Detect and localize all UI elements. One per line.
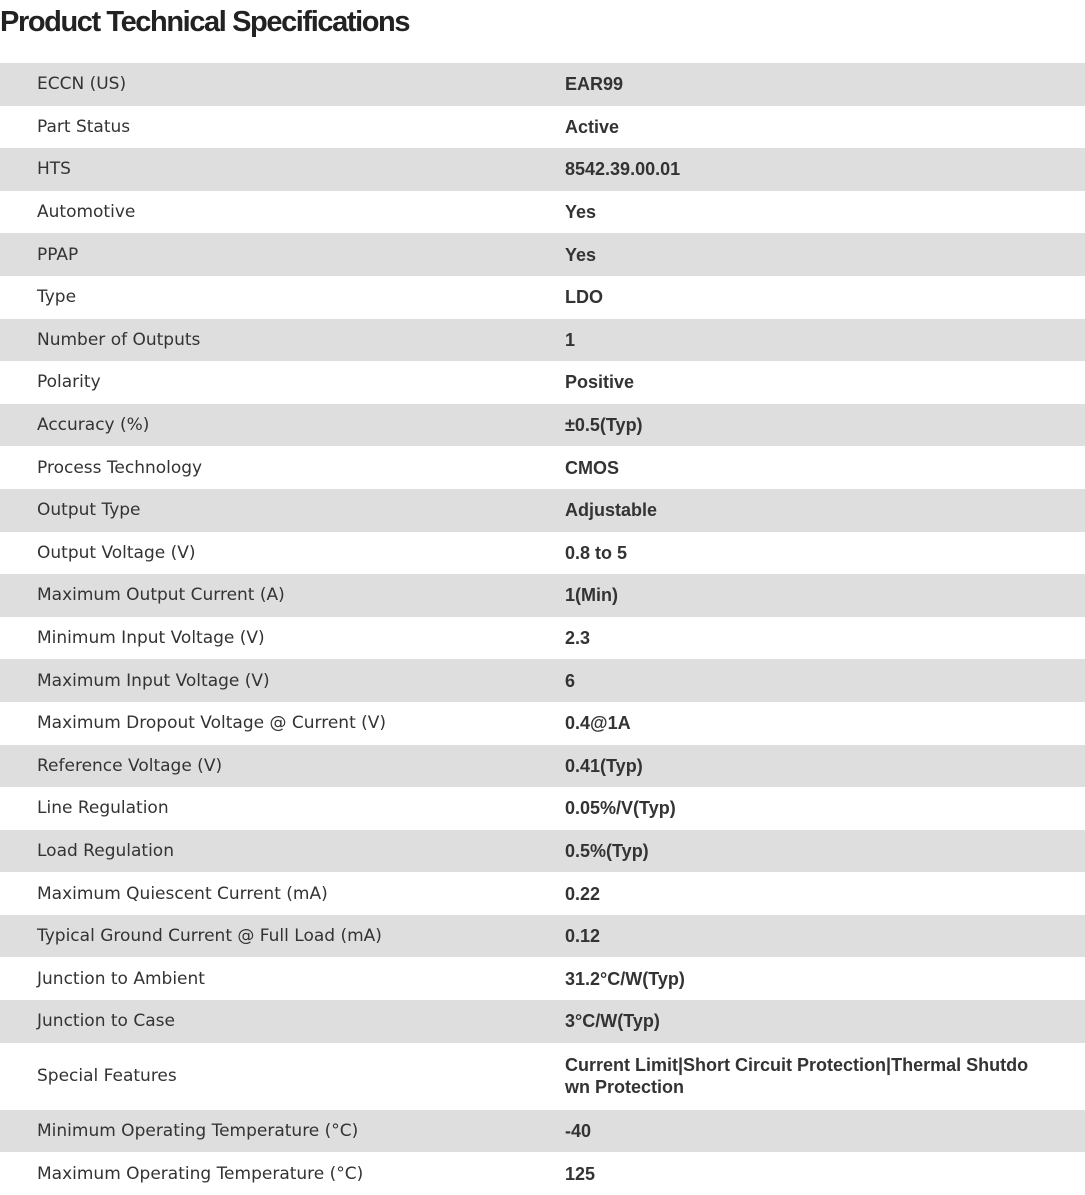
page-title: Product Technical Specifications bbox=[0, 6, 410, 38]
spec-row-max-quiescent-current bbox=[0, 872, 1085, 915]
spec-row-max-dropout-voltage bbox=[0, 702, 1085, 745]
spec-label: Number of Outputs bbox=[37, 329, 201, 350]
spec-row-typical-ground-current bbox=[0, 915, 1085, 958]
spec-value: Adjustable bbox=[565, 500, 658, 521]
spec-label: Junction to Case bbox=[37, 1011, 175, 1032]
spec-value: 1 bbox=[565, 329, 576, 350]
spec-label: HTS bbox=[37, 159, 71, 180]
spec-label: Maximum Quiescent Current (mA) bbox=[37, 883, 328, 904]
spec-row-polarity bbox=[0, 361, 1085, 404]
spec-label: Special Features bbox=[37, 1066, 177, 1087]
spec-value: 3°C/W(Typ) bbox=[565, 1011, 660, 1032]
spec-row-number-of-outputs bbox=[0, 319, 1085, 362]
spec-row-reference-voltage bbox=[0, 745, 1085, 788]
spec-value: 6 bbox=[565, 670, 576, 691]
spec-label: Junction to Ambient bbox=[37, 968, 205, 989]
spec-row-type bbox=[0, 276, 1085, 319]
spec-value: 0.4@1A bbox=[565, 713, 631, 734]
spec-row-part-status bbox=[0, 106, 1085, 149]
spec-label: Line Regulation bbox=[37, 798, 169, 819]
spec-row-eccn bbox=[0, 63, 1085, 106]
spec-label: Process Technology bbox=[37, 457, 203, 478]
spec-row-ppap bbox=[0, 233, 1085, 276]
spec-table bbox=[0, 63, 1085, 1195]
spec-row-output-type bbox=[0, 489, 1085, 532]
spec-value: Current Limit|Short Circuit Protection|Thermal Shutdown Protection bbox=[565, 1055, 1029, 1098]
spec-label: Minimum Input Voltage (V) bbox=[37, 628, 265, 649]
spec-value: Positive bbox=[565, 372, 635, 393]
spec-label: Load Regulation bbox=[37, 840, 174, 861]
spec-row-line-regulation bbox=[0, 787, 1085, 830]
spec-value: 0.41(Typ) bbox=[565, 755, 643, 776]
spec-row-junction-to-case bbox=[0, 1000, 1085, 1043]
spec-value: Yes bbox=[565, 244, 597, 265]
spec-label: ECCN (US) bbox=[37, 74, 127, 95]
spec-value: 125 bbox=[565, 1163, 596, 1184]
spec-label: Part Status bbox=[37, 116, 131, 137]
spec-label: Typical Ground Current @ Full Load (mA) bbox=[37, 926, 382, 947]
spec-label: Output Type bbox=[37, 500, 141, 521]
spec-value: -40 bbox=[565, 1120, 592, 1141]
spec-row-junction-to-ambient bbox=[0, 957, 1085, 1000]
spec-row-accuracy bbox=[0, 404, 1085, 447]
spec-label: Maximum Operating Temperature (°C) bbox=[37, 1163, 364, 1184]
spec-label: Maximum Output Current (A) bbox=[37, 585, 285, 606]
spec-value: 0.8 to 5 bbox=[565, 542, 628, 563]
spec-row-automotive bbox=[0, 191, 1085, 234]
spec-label: Automotive bbox=[37, 202, 136, 223]
spec-value: 1(Min) bbox=[565, 585, 618, 606]
spec-label: Accuracy (%) bbox=[37, 415, 150, 436]
spec-row-min-input-voltage bbox=[0, 617, 1085, 660]
spec-label: Maximum Dropout Voltage @ Current (V) bbox=[37, 713, 387, 734]
spec-row-special-features bbox=[0, 1043, 1085, 1110]
spec-value: LDO bbox=[565, 287, 603, 308]
spec-value: Yes bbox=[565, 202, 597, 223]
spec-label: Maximum Input Voltage (V) bbox=[37, 670, 270, 691]
spec-value: 0.22 bbox=[565, 883, 601, 904]
spec-row-max-operating-temperature bbox=[0, 1152, 1085, 1195]
spec-label: Polarity bbox=[37, 372, 101, 393]
spec-value: 0.05%/V(Typ) bbox=[565, 798, 676, 819]
spec-value: 8542.39.00.01 bbox=[565, 159, 681, 180]
spec-value: 0.5%(Typ) bbox=[565, 840, 649, 861]
spec-value: 0.12 bbox=[565, 926, 601, 947]
spec-label: PPAP bbox=[37, 244, 79, 265]
spec-value: 31.2°C/W(Typ) bbox=[565, 968, 685, 989]
spec-label: Minimum Operating Temperature (°C) bbox=[37, 1120, 359, 1141]
spec-value: ±0.5(Typ) bbox=[565, 415, 643, 436]
spec-row-hts bbox=[0, 148, 1085, 191]
spec-row-max-output-current bbox=[0, 574, 1085, 617]
spec-value: EAR99 bbox=[565, 74, 624, 95]
spec-label: Output Voltage (V) bbox=[37, 542, 196, 563]
spec-value: CMOS bbox=[565, 457, 619, 478]
spec-value: Active bbox=[565, 116, 620, 137]
spec-label: Type bbox=[37, 287, 77, 308]
spec-row-load-regulation bbox=[0, 830, 1085, 873]
spec-row-min-operating-temperature bbox=[0, 1110, 1085, 1153]
spec-row-max-input-voltage bbox=[0, 659, 1085, 702]
spec-row-output-voltage bbox=[0, 532, 1085, 575]
spec-value: 2.3 bbox=[565, 628, 591, 649]
spec-row-process-technology bbox=[0, 446, 1085, 489]
spec-label: Reference Voltage (V) bbox=[37, 755, 223, 776]
